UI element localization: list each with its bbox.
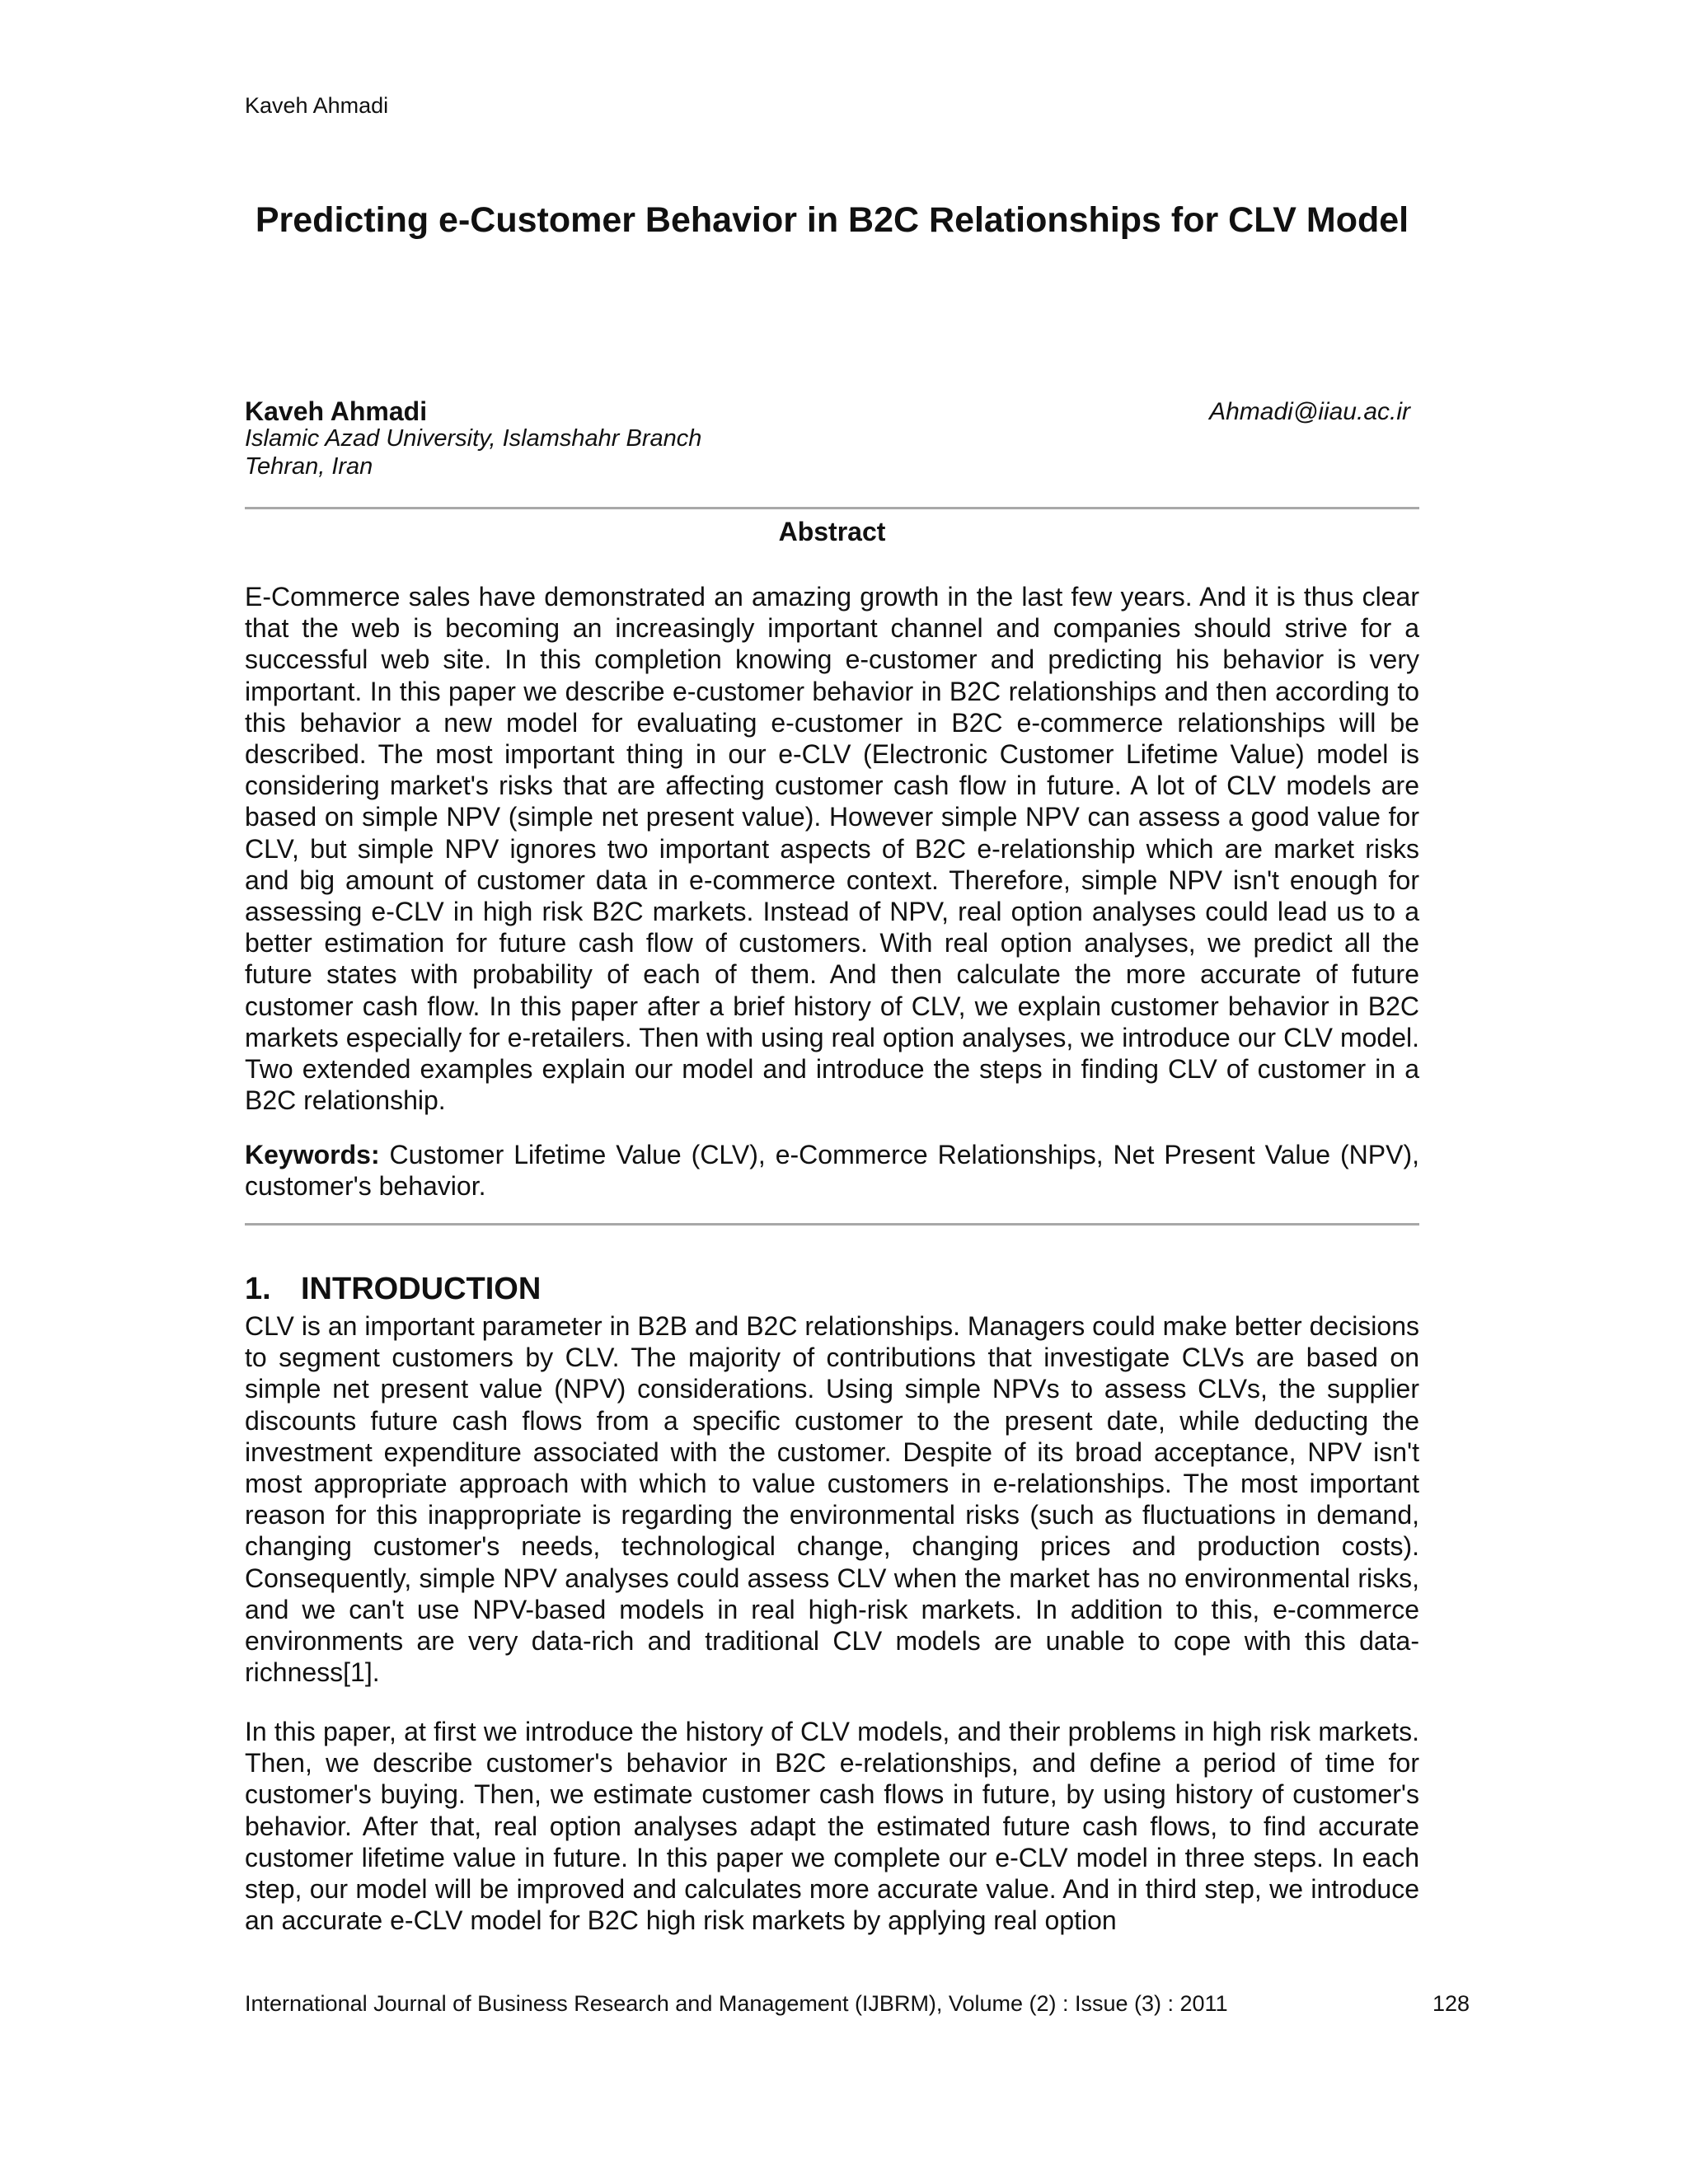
footer-journal-citation: International Journal of Business Research and Management (IJBRM), Volume (2) : Issue (3) : 2011 bbox=[245, 1991, 1228, 2016]
intro-paragraph-2: In this paper, at first we introduce the history of CLV models, and their problems in high risk markets. Then, we describe customer's behavior in B2C e-relationships, and define a period of time for customer's buying. Then, we estimate customer cash flows in future, by using history of customer's behavior. After that, real option analyses adapt the estimated future cash flows, to find accurate customer lifetime value in future. In this paper we complete our e-CLV model in three steps. In each step, our model will be improved and calculates more accurate value. And in third step, we introduce an accurate e-CLV model for B2C high risk markets by applying real option bbox=[245, 1717, 1419, 1936]
keywords bbox=[245, 1139, 1419, 1202]
author-affiliation: Islamic Azad University, Islamshahr Branch bbox=[245, 425, 702, 452]
intro-paragraph-1: CLV is an important parameter in B2B and B2C relationships. Managers could make better decisions to segment customers by CLV. The majority of contributions that investigate CLVs are based on simple net present value (NPV) considerations. Using simple NPVs to assess CLVs, the supplier discounts future cash flows from a specific customer to the present date, while deducting the investment expenditure associated with the customer. Despite of its broad acceptance, NPV isn't most appropriate approach with which to value customers in e-relationships. The most important reason for this inappropriate is regarding the environmental risks (such as fluctuations in demand, changing customer's needs, technological change, changing prices and production costs). Consequently, simple NPV analyses could assess CLV when the market has no environmental risks, and we can't use NPV-based models in real high-risk markets. In addition to this, e-commerce environments are very data-rich and traditional CLV models are unable to cope with this data-richness[1]. bbox=[245, 1311, 1419, 1688]
top-divider bbox=[245, 507, 1419, 509]
author-email[interactable]: Ahmadi@iiau.ac.ir bbox=[1209, 398, 1410, 425]
bottom-divider bbox=[245, 1223, 1419, 1226]
page-number: 128 bbox=[1432, 1991, 1470, 2016]
author-location: Tehran, Iran bbox=[245, 453, 373, 480]
section-number: 1. bbox=[245, 1272, 271, 1306]
section-heading-introduction bbox=[245, 1272, 541, 1307]
section-title: INTRODUCTION bbox=[301, 1272, 542, 1306]
abstract-heading: Abstract bbox=[778, 517, 886, 546]
running-head: Kaveh Ahmadi bbox=[245, 93, 389, 118]
abstract-body: E-Commerce sales have demonstrated an amazing growth in the last few years. And it is thus clear that the web is becoming an increasingly important channel and companies should strive for a successful web site. In this completion knowing e-customer and predicting his behavior is very important. In this paper we describe e-customer behavior in B2C relationships and then according to this behavior a new model for evaluating e-customer in B2C e-commerce relationships will be described. The most important thing in our e-CLV (Electronic Customer Lifetime Value) model is considering market's risks that are affecting customer cash flow in future. A lot of CLV models are based on simple NPV (simple net present value). However simple NPV can assess a good value for CLV, but simple NPV ignores two important aspects of B2C e-relationship which are market risks and big amount of customer data in e-commerce context. Therefore, simple NPV isn't enough for assessing e-CLV in high risk B2C markets. Instead of NPV, real option analyses could lead us to a better estimation for future cash flow of customers. With real option analyses, we predict all the future states with probability of each of them. And then calculate the more accurate of future customer cash flow. In this paper after a brief history of CLV, we explain customer behavior in B2C markets especially for e-retailers. Then with using real option analyses, we introduce our CLV model. Two extended examples explain our model and introduce the steps in finding CLV of customer in a B2C relationship. bbox=[245, 582, 1419, 1116]
author-name: Kaveh Ahmadi bbox=[245, 396, 428, 426]
keywords-text: Customer Lifetime Value (CLV), e-Commerce Relationships, Net Present Value (NPV), customer's behavior. bbox=[245, 1140, 1419, 1202]
keywords-label: Keywords: bbox=[245, 1140, 380, 1169]
paper-title: Predicting e-Customer Behavior in B2C Relationships for CLV Model bbox=[255, 200, 1409, 240]
